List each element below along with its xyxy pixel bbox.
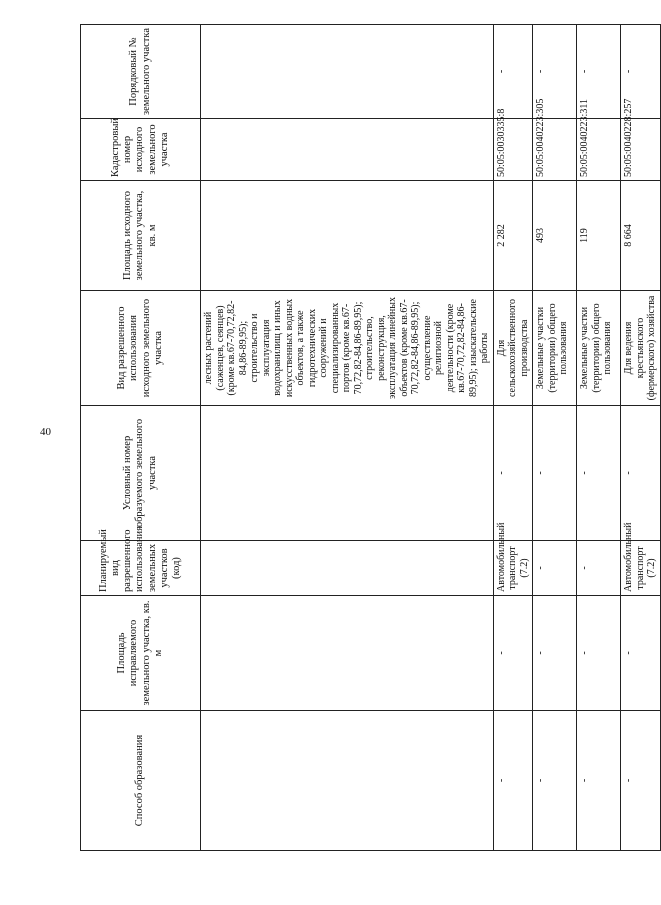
table-row — [533, 25, 577, 851]
cell-planned-use: Автомобильный транспорт (7.2) — [493, 541, 533, 596]
header-use-source: Вид разрешенного использования исходного земельного участка — [81, 291, 201, 406]
cell-conditional — [201, 406, 494, 541]
header-conditional-number: Условный номер образуемого земельного участка — [81, 406, 201, 541]
page-number: 40 — [40, 426, 51, 438]
cell-method: - — [621, 711, 661, 851]
cell-use-continuation: лесных растений (саженцев, сеянцев) (кроме кв.67-70,72,82-84,86-89,95); строительство и эксплуатация водохранилищ и иных искусственных водных объектов, а также гидротехнических сооружений и специализированных портов (кроме кв.67-70,72,82-84,86-89,95); строительство, реконструкция, эксплуатация линейных объектов (кроме кв.67-70,72,82-84,86-89,95); осуществление религиозной деятельности (кроме кв.67-70,72,82-84,86-89,95); изыскательские работы — [201, 291, 494, 406]
table-row — [493, 25, 533, 851]
cell-cadastral — [201, 119, 494, 181]
cell-use: Для сельскохозяйственного производства — [493, 291, 533, 406]
cell-ordinal: - — [533, 25, 577, 119]
cell-area-corrected — [201, 596, 494, 711]
cell-area-corrected: - — [533, 596, 577, 711]
cell-use: Земельные участки (территории) общего пользования — [577, 291, 621, 406]
table-row-continuation — [201, 25, 494, 851]
cell-method: - — [577, 711, 621, 851]
cell-area — [201, 181, 494, 291]
cell-area-corrected: - — [621, 596, 661, 711]
cell-cadastral: 50:05:0030335:8 — [493, 119, 533, 181]
cell-ordinal: - — [493, 25, 533, 119]
cell-method — [201, 711, 494, 851]
header-area-corrected: Площадь исправляемого земельного участка, кв. м — [81, 596, 201, 711]
cell-planned-use — [201, 541, 494, 596]
cell-area: 119 — [577, 181, 621, 291]
cell-use: Для ведения крестьянского (фермерского) хозяйства — [621, 291, 661, 406]
header-planned-use: Планируемый вид разрешенного использования земельных участков (код) — [81, 541, 201, 596]
cell-area-corrected: - — [493, 596, 533, 711]
header-ordinal: Порядковый № земельного участка — [81, 25, 201, 119]
cell-cadastral: 50:05:0040223:305 — [533, 119, 577, 181]
cell-area: 8 664 — [621, 181, 661, 291]
cell-ordinal: - — [621, 25, 661, 119]
cell-conditional: - — [621, 406, 661, 541]
header-row — [81, 25, 201, 851]
table-row — [577, 25, 621, 851]
cell-ordinal: - — [577, 25, 621, 119]
cell-conditional: - — [533, 406, 577, 541]
cell-area: 2 282 — [493, 181, 533, 291]
cell-use: Земельные участки (территории) общего пользования — [533, 291, 577, 406]
cell-planned-use: Автомобильный транспорт (7.2) — [621, 541, 661, 596]
rotated-table-container — [80, 25, 657, 851]
header-method: Способ образования — [81, 711, 201, 851]
cell-ordinal — [201, 25, 494, 119]
header-cadastral: Кадастровый номер исходного земельного участка — [81, 119, 201, 181]
cell-planned-use: - — [577, 541, 621, 596]
cell-conditional: - — [493, 406, 533, 541]
header-area-source: Площадь исходного земельного участка, кв. м — [81, 181, 201, 291]
table-row — [621, 25, 661, 851]
land-plots-table — [80, 24, 661, 851]
cell-method: - — [533, 711, 577, 851]
cell-planned-use: - — [533, 541, 577, 596]
cell-cadastral: 50:05:0040223:311 — [577, 119, 621, 181]
cell-area: 493 — [533, 181, 577, 291]
cell-conditional: - — [577, 406, 621, 541]
cell-cadastral: 50:05:0040228:257 — [621, 119, 661, 181]
cell-area-corrected: - — [577, 596, 621, 711]
cell-method: - — [493, 711, 533, 851]
